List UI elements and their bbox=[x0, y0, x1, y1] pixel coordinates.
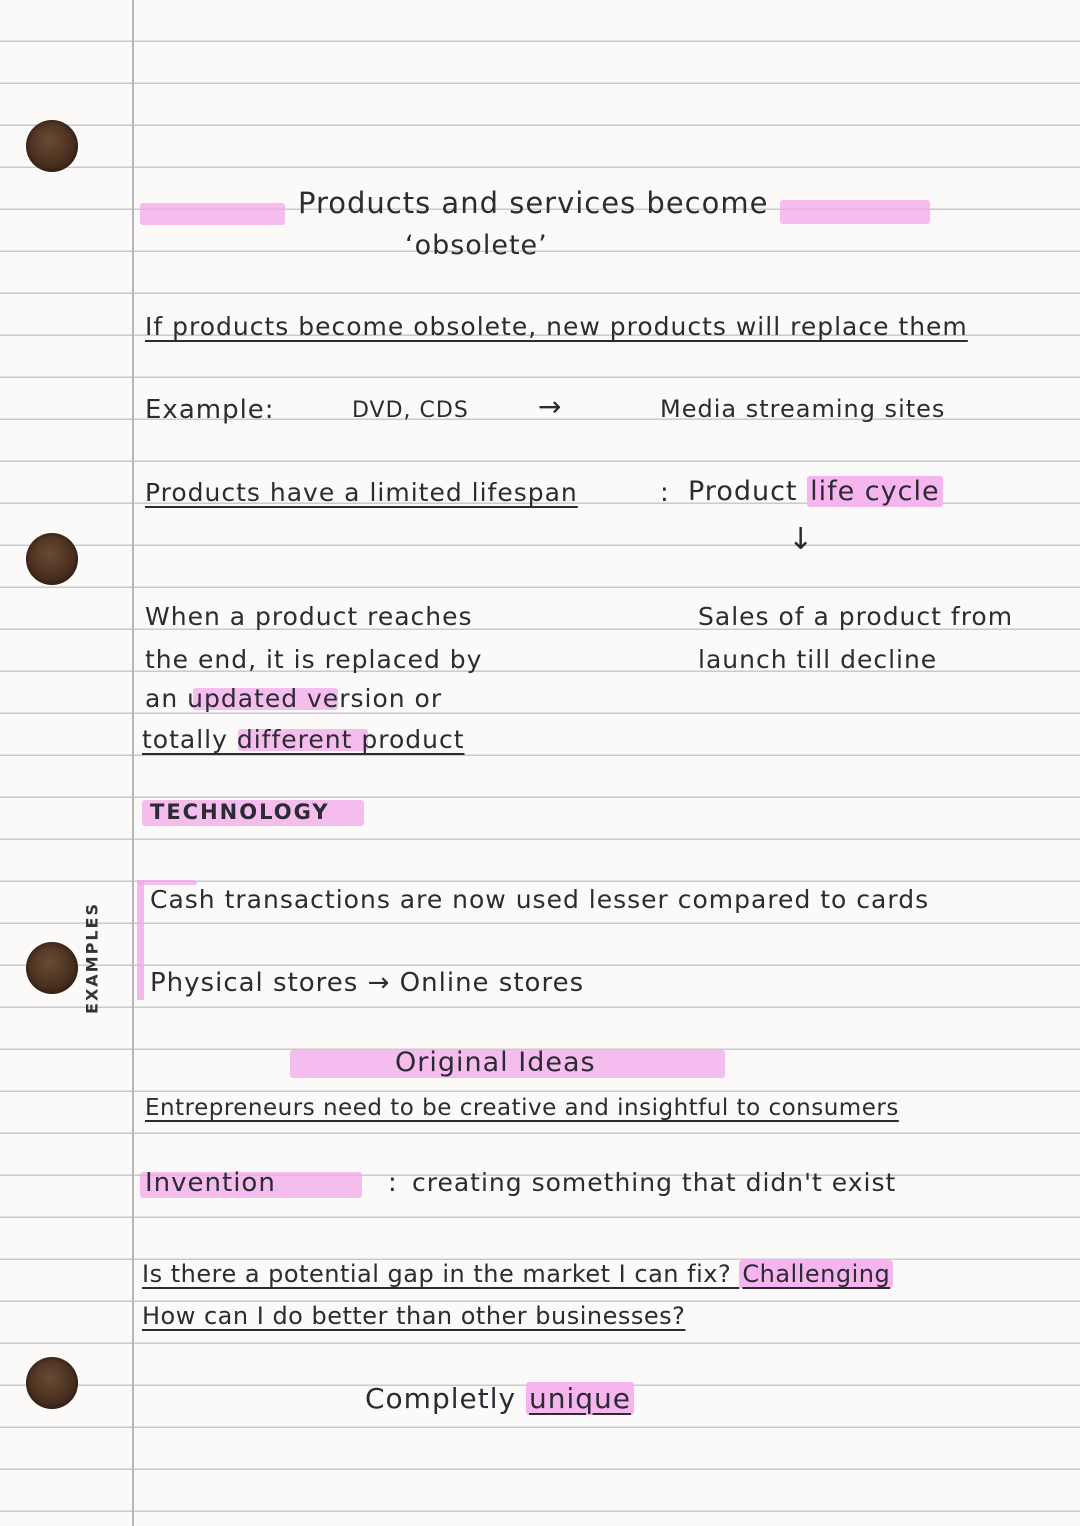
invention-label: Invention bbox=[145, 1168, 276, 1198]
challenging-tag: Challenging bbox=[739, 1260, 893, 1288]
technology-label: TECHNOLOGY bbox=[150, 800, 330, 824]
arrow-right-icon: → bbox=[538, 390, 563, 423]
question-1: Is there a potential gap in the market I can fix? bbox=[142, 1260, 732, 1288]
right-note-line: Sales of a product from bbox=[698, 602, 1014, 631]
original-ideas-line: Entrepreneurs need to be creative and insightful to consumers bbox=[145, 1095, 899, 1121]
closing-highlight: unique bbox=[526, 1382, 634, 1415]
heading-line1: Products and services become bbox=[298, 186, 769, 220]
question-2: How can I do better than other businesses? bbox=[142, 1302, 686, 1330]
arrow-down-icon: ↓ bbox=[788, 522, 815, 557]
technology-line2 bbox=[150, 968, 584, 998]
lifespan-text: Products have a limited lifespan bbox=[145, 478, 578, 507]
closing-text bbox=[365, 1382, 634, 1415]
intro-text: If products become obsolete, new products will replace them bbox=[145, 312, 968, 341]
heading-highlight-right bbox=[780, 200, 930, 224]
technology-line2-from: Physical stores bbox=[150, 968, 359, 998]
margin-line bbox=[132, 0, 134, 1526]
technology-line1: Cash transactions are now used lesser compared to cards bbox=[150, 885, 930, 914]
left-note-line: an updated version or bbox=[145, 684, 443, 713]
example-to: Media streaming sites bbox=[660, 395, 946, 423]
arrow-right-icon: → bbox=[367, 968, 391, 998]
left-note-line: totally different product bbox=[142, 725, 465, 754]
examples-bracket bbox=[137, 880, 144, 1000]
original-ideas-title: Original Ideas bbox=[395, 1047, 596, 1078]
example-from: DVD, CDS bbox=[352, 398, 469, 423]
right-note-line: launch till decline bbox=[698, 645, 938, 674]
invention-colon: : bbox=[388, 1168, 398, 1198]
question-line1 bbox=[142, 1260, 893, 1288]
lifecycle-term-highlight: life cycle bbox=[807, 476, 942, 507]
invention-definition: creating something that didn't exist bbox=[412, 1168, 897, 1197]
closing-prefix: Completly bbox=[365, 1382, 517, 1415]
binder-hole bbox=[26, 533, 78, 585]
example-label: Example: bbox=[145, 395, 275, 425]
technology-line2-to: Online stores bbox=[399, 968, 585, 998]
left-note-line: the end, it is replaced by bbox=[145, 645, 483, 674]
lifecycle-term bbox=[688, 476, 943, 507]
binder-hole bbox=[26, 1357, 78, 1409]
heading-highlight-left bbox=[140, 203, 285, 225]
examples-side-label: EXAMPLES bbox=[82, 902, 102, 1014]
left-note-line: When a product reaches bbox=[145, 602, 473, 631]
binder-hole bbox=[26, 942, 78, 994]
lifecycle-term-prefix: Product bbox=[688, 476, 798, 507]
lifespan-colon: : bbox=[660, 478, 670, 508]
heading-line2: ‘obsolete’ bbox=[405, 230, 548, 261]
binder-hole bbox=[26, 120, 78, 172]
